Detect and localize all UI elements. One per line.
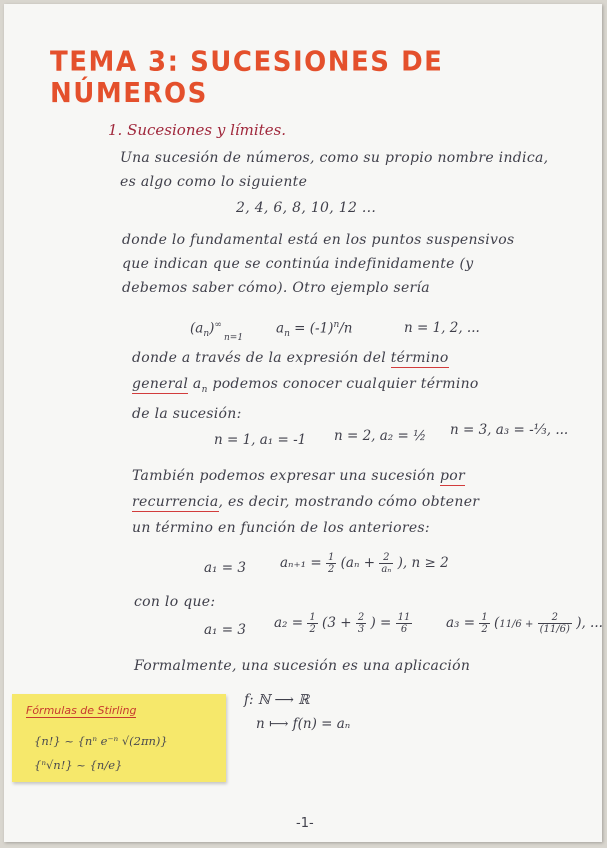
paragraph1-line1: Una sucesión de números, como su propio nombre indica, <box>120 150 549 166</box>
sticky-note-title: Fórmulas de Stirling <box>26 704 137 717</box>
page-title: TEMA 3: SUCESIONES DE NÚMEROS <box>50 46 444 110</box>
paragraph2-line1: donde lo fundamental está en los puntos suspensivos <box>122 232 515 248</box>
sequence-notation-lower: n=1 <box>224 333 244 343</box>
paragraph2-line2: que indican que se continúa indefinidamente (y <box>122 256 474 272</box>
example-sequence: 2, 4, 6, 8, 10, 12 ... <box>236 200 377 216</box>
paragraph4-line3: un término en función de los anteriores: <box>132 520 430 536</box>
sequence-notation: $(a_n)^\infty$ <box>190 320 222 340</box>
stirling-formula-2: {ⁿ√n!} ~ {n/e} <box>34 758 123 772</box>
paragraph4-line2: recurrencia, es decir, mostrando cómo obtener <box>132 494 480 510</box>
computed-a2: a₂ = $\frac{1}{2}$ (3 + $\frac{2}{3}$ ) = $\frac{11}{6}$ <box>274 612 411 635</box>
paragraph4-line1: También podemos expresar una sucesión por <box>132 468 465 484</box>
computed-a3: a₃ = $\frac{1}{2}$ (11/6 + $\frac{2}{(11/6)}$ ), ... <box>446 612 603 635</box>
paragraph3-line3: de la sucesión: <box>132 406 242 422</box>
section-heading: 1. Sucesiones y límites. <box>108 121 287 139</box>
example-value-2: n = 2, a₂ = ½ <box>334 428 427 444</box>
recurrence-initial: a₁ = 3 <box>204 560 246 576</box>
recurrence-formula: aₙ₊₁ = $\frac{1}{2}$ (aₙ + $\frac{2}{\text{aₙ}}$ ), n ≥ 2 <box>280 552 449 575</box>
stirling-formula-1: {n!} ~ {nⁿ e⁻ⁿ √(2πn)} <box>34 734 168 748</box>
general-term-formula: $a_n = (-1)^n/n$ <box>276 320 353 340</box>
page-number: -1- <box>296 816 314 831</box>
paragraph5: Formalmente, una sucesión es una aplicación <box>134 658 471 674</box>
paragraph2-line3: debemos saber cómo). Otro ejemplo sería <box>122 280 430 296</box>
paragraph3-line2: general $a_n$ podemos conocer cualquier término <box>132 376 479 395</box>
example-value-3: n = 3, a₃ = -⅓, ... <box>450 422 569 438</box>
paragraph3-line1: donde a través de la expresión del término <box>132 350 449 366</box>
with-label: con lo que: <box>134 594 216 610</box>
example-value-1: n = 1, a₁ = -1 <box>214 432 307 448</box>
paragraph1-line2: es algo como lo siguiente <box>120 174 308 190</box>
computed-a1: a₁ = 3 <box>204 622 246 638</box>
index-range: n = 1, 2, ... <box>404 320 480 336</box>
mapping-line1: f: ℕ ⟶ ℝ <box>244 692 310 708</box>
sticky-note <box>12 694 226 782</box>
mapping-line2: n ⟼ f(n) = aₙ <box>256 716 351 732</box>
